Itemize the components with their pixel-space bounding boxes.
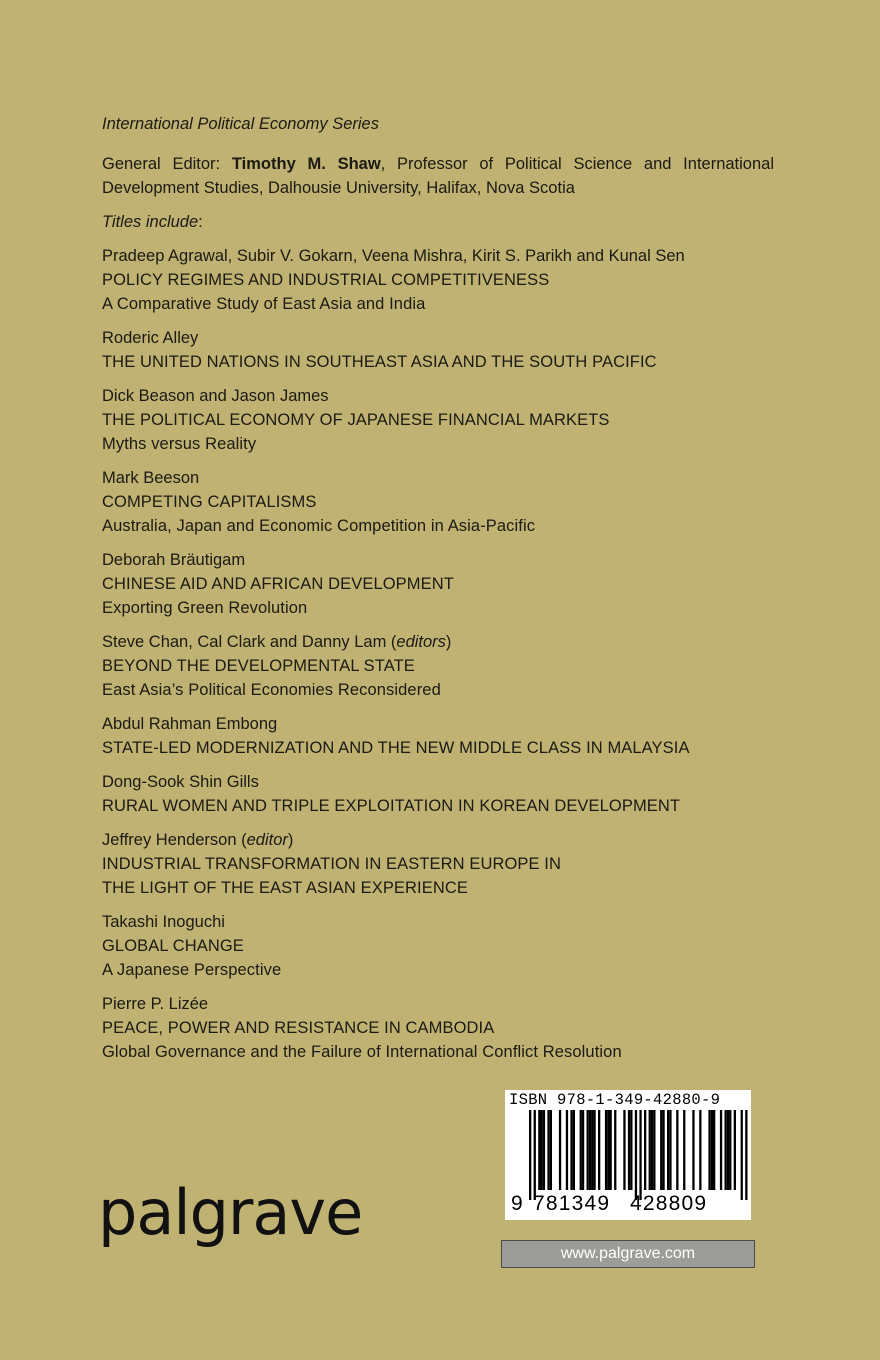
barcode-bar — [729, 1110, 731, 1190]
series-title: International Political Economy Series — [102, 115, 379, 133]
barcode-bar — [711, 1110, 713, 1190]
barcode-bar — [605, 1110, 607, 1190]
barcode-bar — [630, 1110, 632, 1190]
entry-subtitle: Global Governance and the Failure of International Conflict Resolution — [102, 1043, 622, 1061]
barcode-bar — [541, 1110, 543, 1190]
barcode-bar — [589, 1110, 591, 1190]
entry-title: STATE-LED MODERNIZATION AND THE NEW MIDDLE CLASS IN MALAYSIA — [102, 739, 690, 757]
barcode-bar — [653, 1110, 655, 1190]
entry-title: CHINESE AID AND AFRICAN DEVELOPMENT — [102, 575, 454, 593]
general-editor-label: General Editor: — [102, 155, 232, 173]
entry-title: RURAL WOMEN AND TRIPLE EXPLOITATION IN KOREAN DEVELOPMENT — [102, 797, 681, 815]
barcode-bar — [582, 1110, 584, 1190]
barcode-bar — [734, 1110, 736, 1190]
barcode-bar — [614, 1110, 616, 1190]
title-entry — [102, 630, 774, 702]
entry-title: GLOBAL CHANGE — [102, 937, 244, 955]
entry-authors: Pierre P. Lizée — [102, 995, 209, 1013]
entry-authors: Dong-Sook Shin Gills — [102, 773, 259, 791]
barcode-digits-left: 781349 — [533, 1192, 611, 1215]
barcode-bar — [559, 1110, 561, 1190]
isbn-barcode — [505, 1090, 751, 1220]
barcode-bar — [683, 1110, 685, 1190]
barcode-bar — [543, 1110, 545, 1190]
barcode-bar — [713, 1110, 715, 1190]
entry-title: THE UNITED NATIONS IN SOUTHEAST ASIA AND THE SOUTH PACIFIC — [102, 353, 657, 371]
isbn-label: ISBN 978-1-349-42880-9 — [509, 1091, 721, 1109]
barcode-bar — [538, 1110, 540, 1190]
barcode-bar — [699, 1110, 701, 1190]
barcode-bar — [708, 1110, 710, 1190]
barcode-bar — [667, 1110, 669, 1190]
title-entry — [102, 712, 774, 760]
general-editor — [102, 152, 774, 200]
entry-authors: Pradeep Agrawal, Subir V. Gokarn, Veena Mishra, Kirit S. Parikh and Kunal Sen — [102, 247, 685, 265]
barcode-bar — [649, 1110, 651, 1190]
barcode-bar — [623, 1110, 625, 1190]
entry-subtitle: Exporting Green Revolution — [102, 599, 308, 617]
back-cover-text — [102, 112, 774, 1074]
barcode-bar — [534, 1110, 536, 1200]
barcode-bar — [598, 1110, 600, 1190]
entry-subtitle: Myths versus Reality — [102, 435, 257, 453]
entry-title: COMPETING CAPITALISMS — [102, 493, 317, 511]
barcode-bar — [725, 1110, 727, 1190]
title-entry — [102, 384, 774, 456]
title-entry — [102, 548, 774, 620]
barcode-bar — [720, 1110, 722, 1190]
barcode-bar — [745, 1110, 747, 1200]
titles-include-heading: Titles include: — [102, 213, 203, 231]
barcode-bar — [662, 1110, 664, 1190]
barcode-bar — [587, 1110, 589, 1190]
barcode-bar — [741, 1110, 743, 1200]
entry-authors: Takashi Inoguchi — [102, 913, 225, 931]
entry-authors: Jeffrey Henderson (editor) — [102, 831, 294, 849]
general-editor-name: Timothy M. Shaw — [231, 155, 381, 173]
title-entry — [102, 466, 774, 538]
barcode-bar — [566, 1110, 568, 1190]
title-entry — [102, 326, 774, 374]
barcode-bar — [651, 1110, 653, 1190]
barcode-bar — [727, 1110, 729, 1190]
barcode-bar — [580, 1110, 582, 1190]
barcode-bar — [529, 1110, 531, 1200]
entry-subtitle: Australia, Japan and Economic Competition in Asia-Pacific — [102, 517, 536, 535]
entry-title: POLICY REGIMES AND INDUSTRIAL COMPETITIVENESS — [102, 271, 550, 289]
barcode-bar — [591, 1110, 593, 1190]
entry-subtitle: A Comparative Study of East Asia and India — [102, 295, 426, 313]
title-entry — [102, 910, 774, 982]
barcode-bar — [635, 1110, 637, 1200]
general-editor-affiliation: , Professor of Political Science and International Development Studies, Dalhousie University, Halifax, Nova Scotia — [102, 155, 774, 197]
barcode-bar — [570, 1110, 572, 1190]
entry-title: INDUSTRIAL TRANSFORMATION IN EASTERN EUROPE IN — [102, 855, 562, 873]
entry-title: THE POLITICAL ECONOMY OF JAPANESE FINANCIAL MARKETS — [102, 411, 610, 429]
title-entry — [102, 244, 774, 316]
title-entry — [102, 992, 774, 1064]
barcode-digit-first: 9 — [511, 1192, 524, 1215]
barcode-bar — [676, 1110, 678, 1190]
barcode-bar — [628, 1110, 630, 1190]
entry-subtitle: A Japanese Perspective — [102, 961, 282, 979]
barcode-bar — [550, 1110, 552, 1190]
title-entry — [102, 770, 774, 818]
entry-title: PEACE, POWER AND RESISTANCE IN CAMBODIA — [102, 1019, 495, 1037]
barcode-bar — [593, 1110, 595, 1190]
barcode-bar — [644, 1110, 646, 1190]
title-list — [102, 244, 774, 1064]
entry-authors: Abdul Rahman Embong — [102, 715, 278, 733]
entry-authors: Deborah Bräutigam — [102, 551, 246, 569]
barcode-bar — [692, 1110, 694, 1190]
barcode-bar — [660, 1110, 662, 1190]
entry-authors: Mark Beeson — [102, 469, 200, 487]
entry-subtitle: East Asia’s Political Economies Reconsidered — [102, 681, 441, 699]
barcode-bar — [607, 1110, 609, 1190]
barcode-bar — [573, 1110, 575, 1190]
website-url: www.palgrave.com — [501, 1240, 755, 1268]
entry-subtitle: THE LIGHT OF THE EAST ASIAN EXPERIENCE — [102, 879, 468, 897]
entry-authors: Roderic Alley — [102, 329, 199, 347]
title-entry — [102, 828, 774, 900]
publisher-logo: palgrave — [98, 1176, 363, 1249]
barcode-bar — [669, 1110, 671, 1190]
barcode-bar — [610, 1110, 612, 1190]
barcode-digits-right: 428809 — [630, 1192, 708, 1215]
entry-authors: Steve Chan, Cal Clark and Danny Lam (editors) — [102, 633, 452, 651]
entry-title: BEYOND THE DEVELOPMENTAL STATE — [102, 657, 415, 675]
barcode-bar — [639, 1110, 641, 1200]
barcode-bar — [547, 1110, 549, 1190]
entry-authors: Dick Beason and Jason James — [102, 387, 329, 405]
